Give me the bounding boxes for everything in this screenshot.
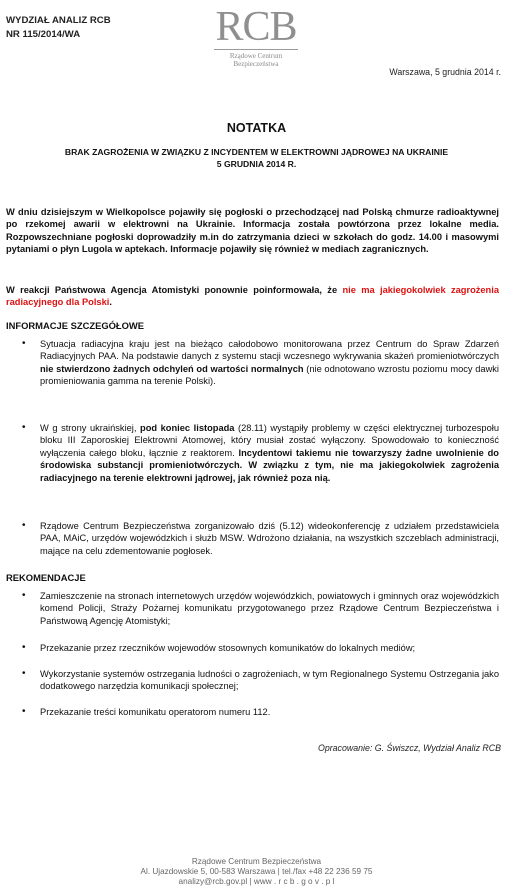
footer-contact: analizy@rcb.gov.pl | www . r c b . g o v . p l bbox=[178, 877, 335, 887]
recommendation-item: Przekazanie treści komunikatu operatorom numeru 112. bbox=[40, 707, 271, 717]
reaction-end: . bbox=[109, 297, 112, 308]
logo-line1: Rządowe Centrum bbox=[229, 52, 283, 60]
reaction-highlight: nie ma jakiegokolwiek zagrożenia radiacyjnego dla Polski bbox=[6, 285, 499, 308]
detail-text: (28.11) wystąpiły problemy w części elektrycznej turbozespołu bloku III Zaporoskiej Elektrowni Atomowej, który musiał zostać wyłączony. Spowodowało to konieczność wyłączenia całego bloku, łącznie z reaktorem. bbox=[40, 423, 499, 458]
recommendation-item: Wykorzystanie systemów ostrzegania ludności o zagrożeniach, w tym Regionalnego Systemu Ostrzegania jako dodatkowego narzędzia komunikacji społecznej; bbox=[40, 669, 499, 692]
document-subtitle bbox=[20, 147, 493, 170]
detail-bold: Incydentowi takiemu nie towarzyszy żadne uwolnienie do środowiska substancji promieniotwórczych. W związku z tym, nie ma jakiegokolwiek zagrożenia radiacyjnego na terenie elektrowni jądrowej, jak również poza nią. bbox=[40, 447, 499, 483]
section-heading-details: INFORMACJE SZCZEGÓŁOWE bbox=[6, 320, 145, 331]
detail-bold: nie stwierdzono żadnych odchyleń od wartości normalnych bbox=[40, 363, 304, 374]
bullet-marker: • bbox=[22, 706, 26, 717]
document-title: NOTATKA bbox=[226, 121, 287, 135]
intro-paragraph: W dniu dzisiejszym w Wielkopolsce pojawiły się pogłoski o przechodzącej nad Polską chmurze radioaktywnej po rzekomej awarii w elektrowni na Ukrainie. Informacja została powtórzona przez lokalne media. Rozpowszechniane pogłoski doprowadziły m.in do zatrzymania dzieci w szkołach do godz. 14.00 i masowymi pytaniami o płyn Lugola w aptekach. Informacje pojawiły się również w mediach zagranicznych. bbox=[6, 207, 499, 255]
bullet-marker: • bbox=[22, 338, 26, 349]
document-date: Warszawa, 5 grudnia 2014 r. bbox=[389, 67, 501, 77]
detail-item-ukraine bbox=[40, 422, 499, 484]
subtitle-line1: BRAK ZAGROŻENIA W ZWIĄZKU Z INCYDENTEM W ELEKTROWNI JĄDROWEJ NA UKRAINIE bbox=[64, 147, 449, 157]
detail-item-videoconference: Rządowe Centrum Bezpieczeństwa zorganizowało dziś (5.12) wideokonferencję z udziałem przedstawiciela PAA, MAiC, urzędów wojewódzkich i służb MSW. Wdrożono działania, na wszystkich szczeblach administracji, mające na celu zdementowanie pogłosek. bbox=[40, 521, 499, 556]
detail-item-monitoring bbox=[40, 338, 499, 388]
section-heading-recommendations: REKOMENDACJE bbox=[6, 572, 86, 583]
document-unit-header bbox=[6, 14, 111, 42]
detail-text: W g strony ukraińskiej, bbox=[40, 423, 141, 433]
reaction-paragraph bbox=[6, 284, 499, 309]
footer-organization: Rządowe Centrum Bezpieczeństwa bbox=[191, 857, 322, 866]
recommendation-item: Zamieszczenie na stronach internetowych urzędów wojewódzkich, powiatowych i gminnych oraz wojewódzkich komend Policji, Straży Pożarnej komunikatu przygotowanego przez Rządowe Centrum Bezpieczeństwa i Państwową Agencję Atomistyki; bbox=[40, 591, 499, 626]
recommendation-item: Przekazanie przez rzeczników wojewodów stosownych komunikatów do lokalnych mediów; bbox=[40, 643, 416, 653]
reaction-text: W reakcji Państwowa Agencja Atomistyki ponownie poinformowała, że bbox=[6, 285, 343, 295]
bullet-marker: • bbox=[22, 422, 26, 433]
bullet-marker: • bbox=[22, 590, 26, 601]
author-signature: Opracowanie: G. Świszcz, Wydział Analiz RCB bbox=[318, 743, 501, 753]
footer-address: Al. Ujazdowskie 5, 00-583 Warszawa | tel./fax +48 22 236 59 75 bbox=[140, 867, 373, 877]
bullet-marker: • bbox=[22, 668, 26, 679]
bullet-marker: • bbox=[22, 642, 26, 653]
logo-line2: Bezpieczeństwa bbox=[233, 60, 279, 68]
detail-bold: pod koniec listopada bbox=[140, 423, 235, 433]
rcb-logo bbox=[196, 6, 316, 68]
logo-letters: RCB bbox=[215, 4, 297, 50]
subtitle-line2: 5 GRUDNIA 2014 R. bbox=[216, 158, 297, 169]
unit-name: WYDZIAŁ ANALIZ RCB bbox=[6, 15, 111, 26]
page-footer bbox=[0, 857, 513, 888]
document-number: NR 115/2014/WA bbox=[6, 29, 81, 40]
bullet-marker: • bbox=[22, 520, 26, 531]
detail-text: (nie odnotowano wzrostu poziomu mocy dawki promieniowania gamma na terenie Polski). bbox=[40, 363, 499, 387]
detail-text: Sytuacja radiacyjna kraju jest na bieżąco całodobowo monitorowana przez Centrum do Spraw Zdarzeń Radiacyjnych PAA. Na podstawie danych z systemu stacji wczesnego wykrywania skażeń promieniotwórczych bbox=[40, 339, 499, 362]
